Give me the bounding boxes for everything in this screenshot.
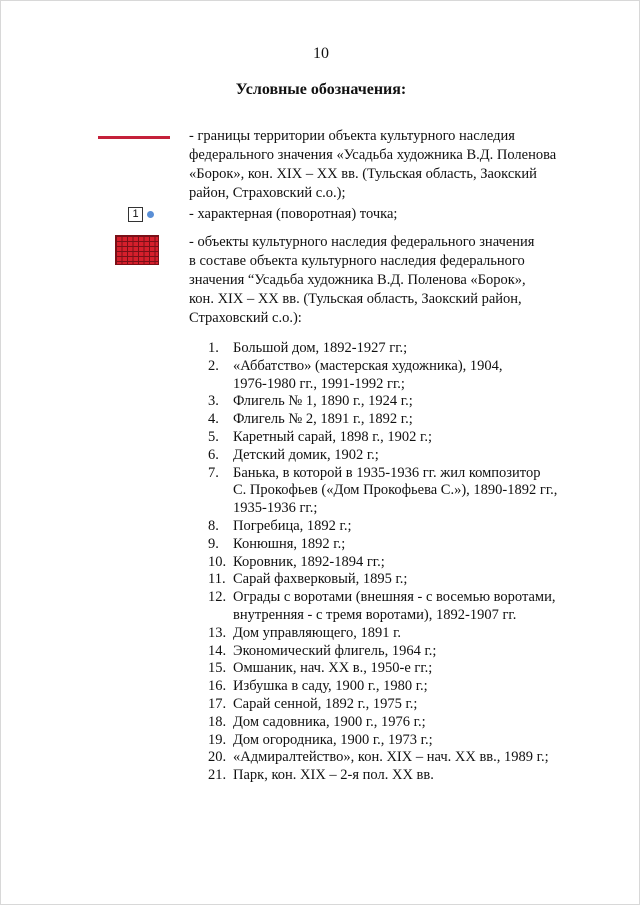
page-number: 10 [313,45,329,62]
list-item: 18. Дом садовника, 1900 г., 1976 г.; [208,713,426,730]
list-item: 3. Флигель № 1, 1890 г., 1924 г.; [208,393,413,410]
point-number-box: 1 [128,207,143,222]
list-item: 17. Сарай сенной, 1892 г., 1975 г.; [208,695,418,712]
list-item: 20. «Адмиралтейство», кон. XIX – нач. XX вв., 1989 г.; [208,749,549,766]
list-item: 8. Погребица, 1892 г.; [208,517,352,534]
legend-line: Страховский с.о.): [189,310,302,326]
list-item: 4. Флигель № 2, 1891 г., 1892 г.; [208,411,413,428]
legend-line: федерального значения «Усадьба художника В.Д. Поленова [189,147,557,163]
list-item: 12. Ограды с воротами (внешняя - с восемью воротами, внутренняя - с тремя воротами), 1892-1907 гг. [208,589,556,623]
point-dot-icon [147,211,154,218]
list-item: 14. Экономический флигель, 1964 г.; [208,642,437,659]
list-item: 6. Детский домик, 1902 г.; [208,446,379,463]
legend-text-boundary [189,127,589,203]
list-item: 10. Коровник, 1892-1894 гг.; [208,553,385,570]
list-item: 5. Каретный сарай, 1898 г., 1902 г.; [208,428,432,445]
legend-line: значения “Усадьба художника В.Д. Поленова «Борок», [189,272,526,288]
list-item: 19. Дом огородника, 1900 г., 1973 г.; [208,731,433,748]
legend-text-objects [189,233,589,328]
red-hatch-icon [115,235,159,265]
legend-line: район, Страховский с.о.); [189,185,346,201]
legend-line: кон. XIX – XX вв. (Тульская область, Заокский район, [189,291,522,307]
list-item: 15. Омшаник, нач. XX в., 1950-е гг.; [208,660,433,677]
legend-text-point [189,205,589,224]
list-item: 7. Банька, в которой в 1935-1936 гг. жил композитор С. Прокофьев («Дом Прокофьева С.»), 1890-1892 гг., 1935-1936 гг.; [208,464,558,517]
legend-line: - объекты культурного наследия федерального значения [189,234,535,250]
list-item: 21. Парк, кон. XIX – 2-я пол. XX вв. [208,767,434,784]
legend-title: Условные обозначения: [235,81,407,98]
list-item: 2. «Аббатство» (мастерская художника), 1904, 1976-1980 гг., 1991-1992 гг.; [208,357,503,392]
legend-line: - границы территории объекта культурного наследия [189,128,515,144]
legend-line: в составе объекта культурного наследия федерального [189,253,525,269]
objects-list [208,340,608,785]
list-item: 11. Сарай фахверковый, 1895 г.; [208,571,408,588]
legend-line: - характерная (поворотная) точка; [189,206,398,222]
list-item: 16. Избушка в саду, 1900 г., 1980 г.; [208,678,428,695]
red-line-icon [98,136,170,139]
list-item: 9. Конюшня, 1892 г.; [208,535,346,552]
legend-line: «Борок», кон. XIX – XX вв. (Тульская область, Заокский [189,166,537,182]
list-item: 1. Большой дом, 1892-1927 гг.; [208,340,408,356]
list-item: 13. Дом управляющего, 1891 г. [208,624,402,641]
